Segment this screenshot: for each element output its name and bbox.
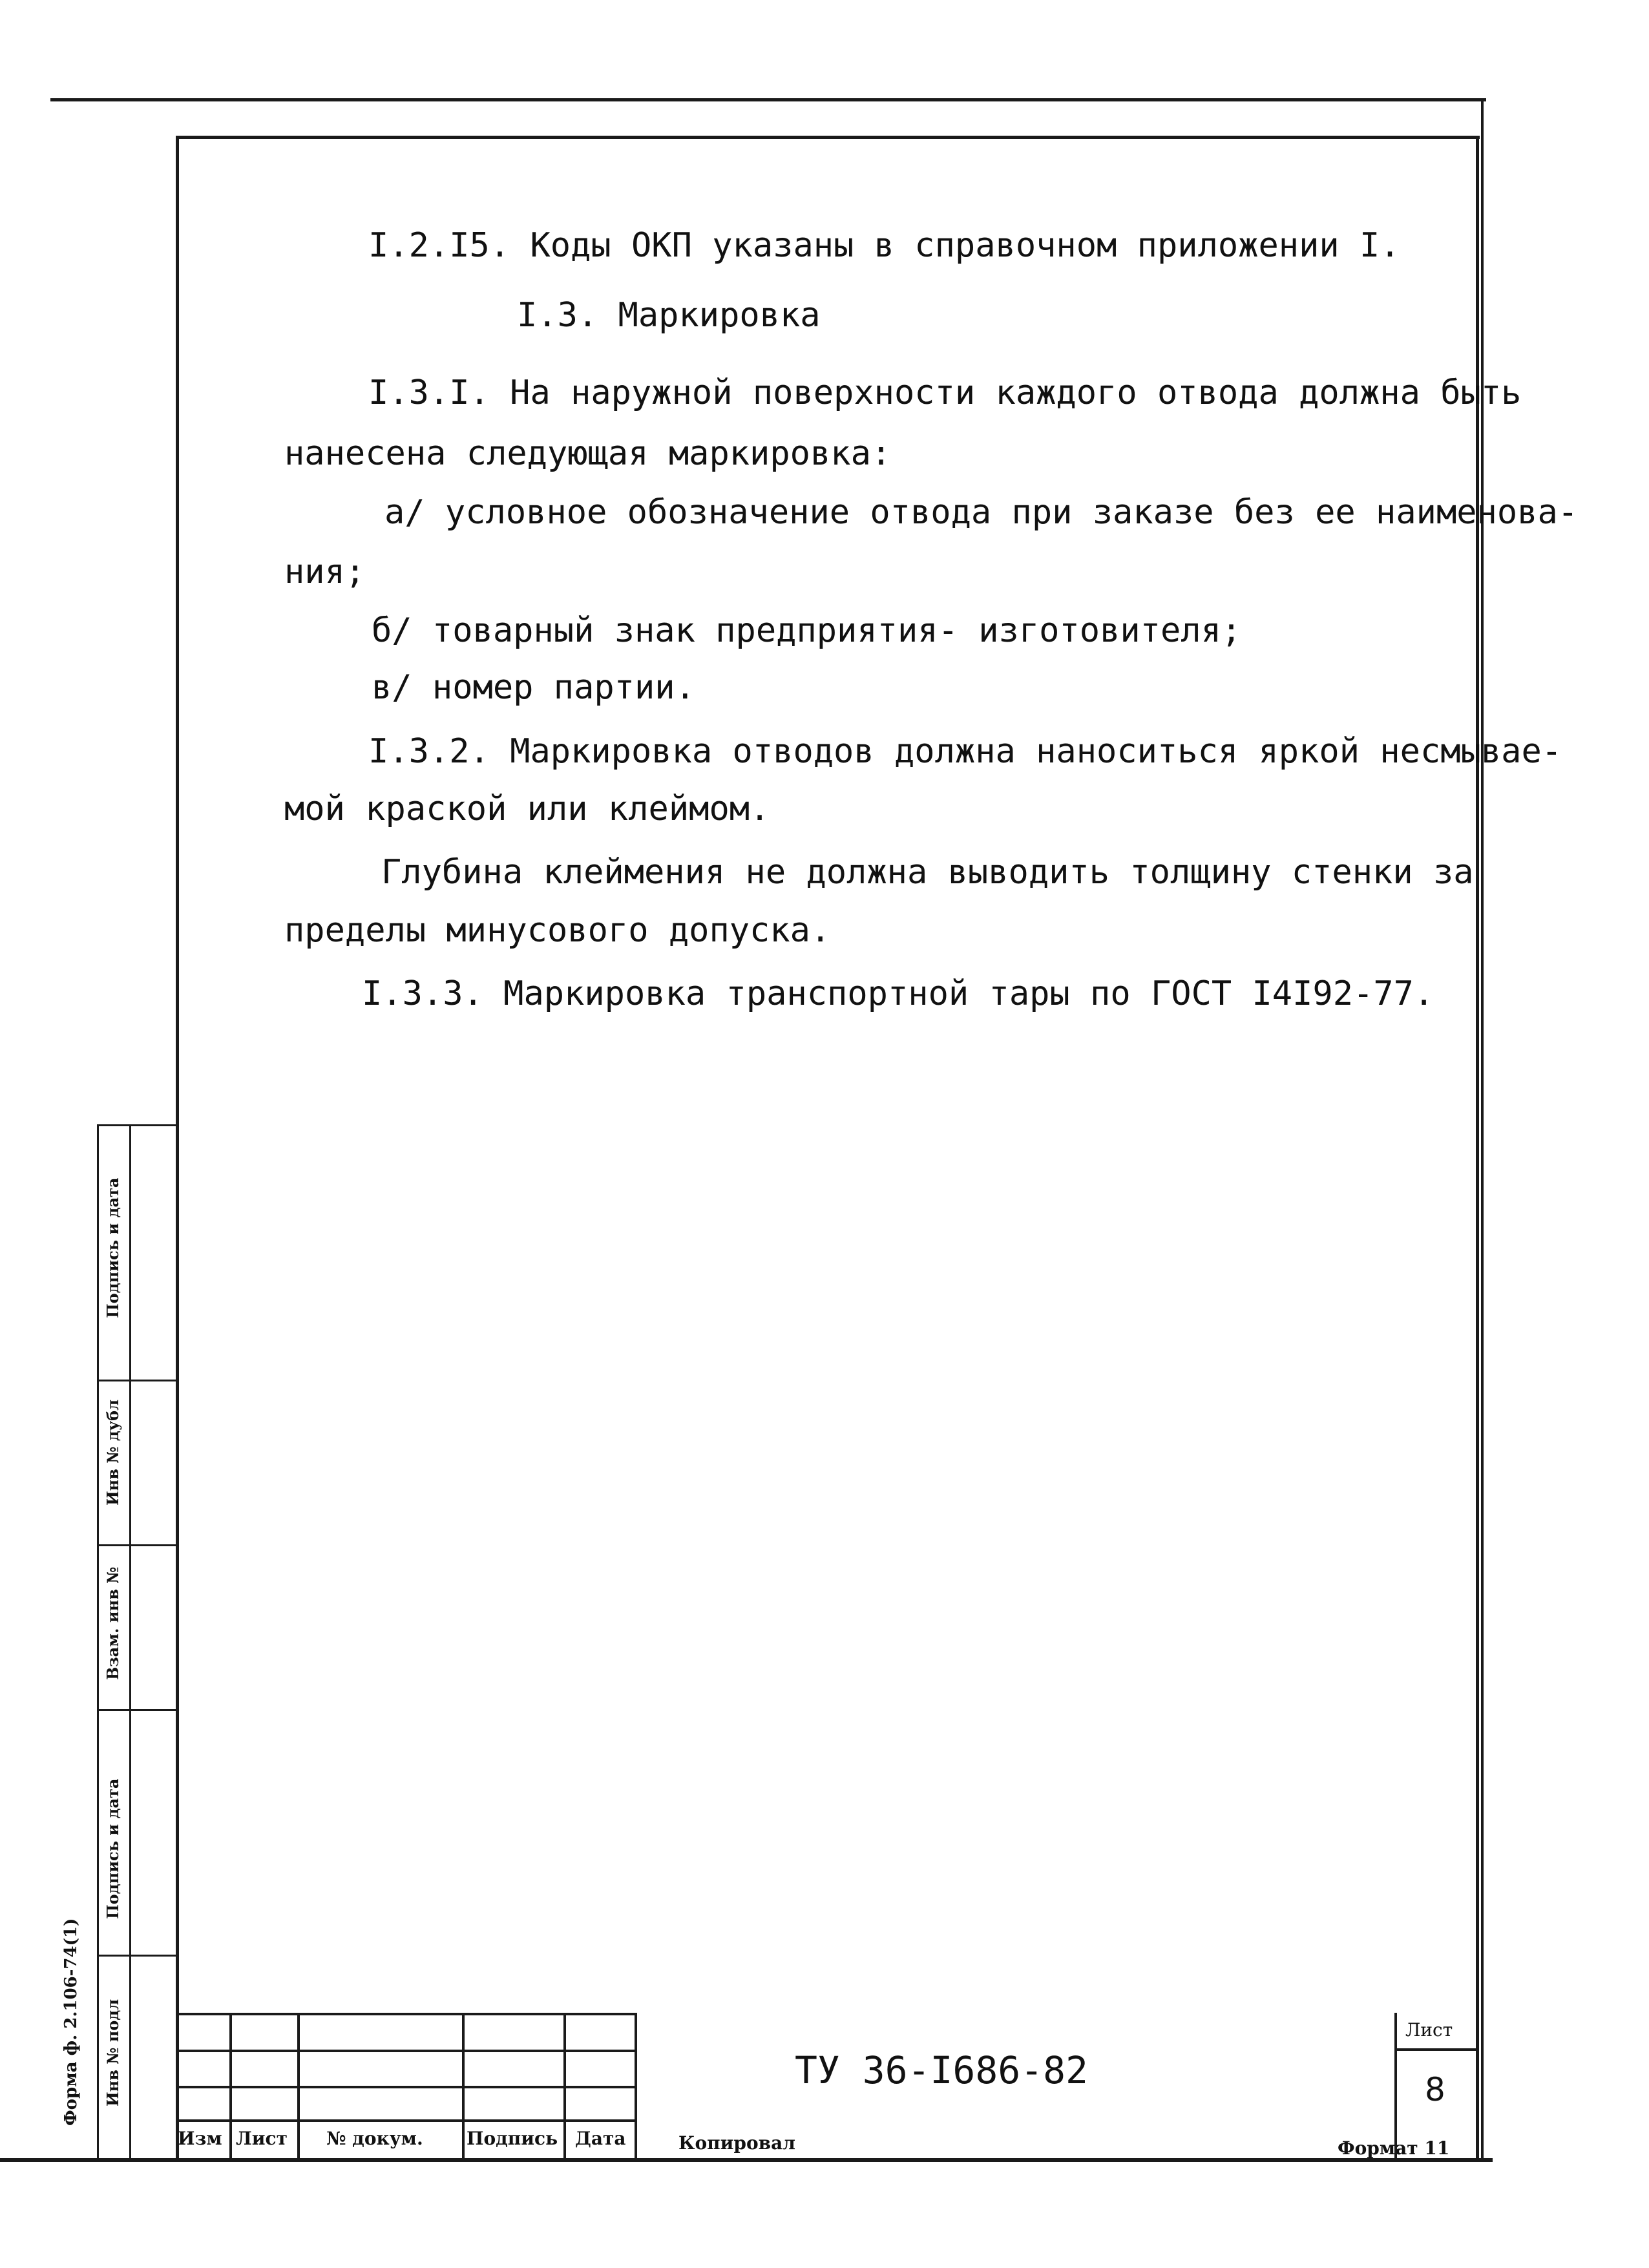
list-item-a-cont: ния; bbox=[284, 552, 366, 591]
clause-depth: Глубина клеймения не должна выводить толщину стенки за bbox=[381, 853, 1474, 892]
document-designation: ТУ 36-I686-82 bbox=[795, 2048, 1088, 2092]
list-item-b: б/ товарный знак предприятия- изготовителя; bbox=[372, 611, 1242, 650]
list-item-c: в/ номер партии. bbox=[372, 668, 695, 707]
side-strip bbox=[97, 1124, 177, 2158]
form-label: Форма ф. 2.106-74(1) bbox=[61, 1918, 81, 2126]
list-item-a: а/ условное обозначение отвода при заказе без ее наименова- bbox=[384, 493, 1579, 532]
frame-right bbox=[1476, 136, 1479, 2159]
outer-frame-bottom bbox=[0, 2158, 1493, 2162]
stamp-col-signature: Подпись bbox=[467, 2128, 558, 2149]
sheet-label: Лист bbox=[1405, 2019, 1453, 2041]
clause-depth-cont: пределы минусового допуска. bbox=[284, 911, 831, 950]
stamp-col-doc-no: № докум. bbox=[326, 2128, 423, 2149]
format-label: Формат 11 bbox=[1338, 2137, 1450, 2159]
side-label-signature-date-2: Подпись и дата bbox=[103, 1778, 122, 1919]
side-label-dup-inv-no: Инв № дубл bbox=[103, 1399, 122, 1506]
stamp-col-sheet: Лист bbox=[236, 2128, 288, 2149]
clause-1-3-1: I.3.I. На наружной поверхности каждого отвода должна быть bbox=[368, 373, 1522, 412]
copied-label: Копировал bbox=[678, 2132, 796, 2154]
clause-1-3-2: I.3.2. Маркировка отводов должна наноситься яркой несмывае- bbox=[368, 732, 1562, 771]
outer-frame-top bbox=[50, 98, 1486, 101]
clause-1-2-15: I.2.I5. Коды ОКП указаны в справочном приложении I. bbox=[368, 226, 1400, 265]
section-heading: I.3. Маркировка bbox=[517, 296, 821, 335]
side-label-replacement-inv-no: Взам. инв № bbox=[103, 1566, 122, 1680]
sheet-number: 8 bbox=[1425, 2071, 1445, 2108]
stamp-col-date: Дата bbox=[575, 2128, 626, 2149]
side-label-signature-date-1: Подпись и дата bbox=[103, 1177, 122, 1318]
stamp-col-change: Изм bbox=[178, 2128, 222, 2149]
side-label-orig-inv-no: Инв № подл bbox=[103, 1999, 122, 2106]
clause-1-3-3: I.3.3. Маркировка транспортной тары по ГОСТ I4I92-77. bbox=[362, 974, 1434, 1013]
clause-1-3-1-cont: нанесена следующая маркировка: bbox=[284, 434, 892, 473]
clause-1-3-2-cont: мой краской или клеймом. bbox=[284, 790, 770, 828]
frame-top bbox=[176, 136, 1480, 139]
